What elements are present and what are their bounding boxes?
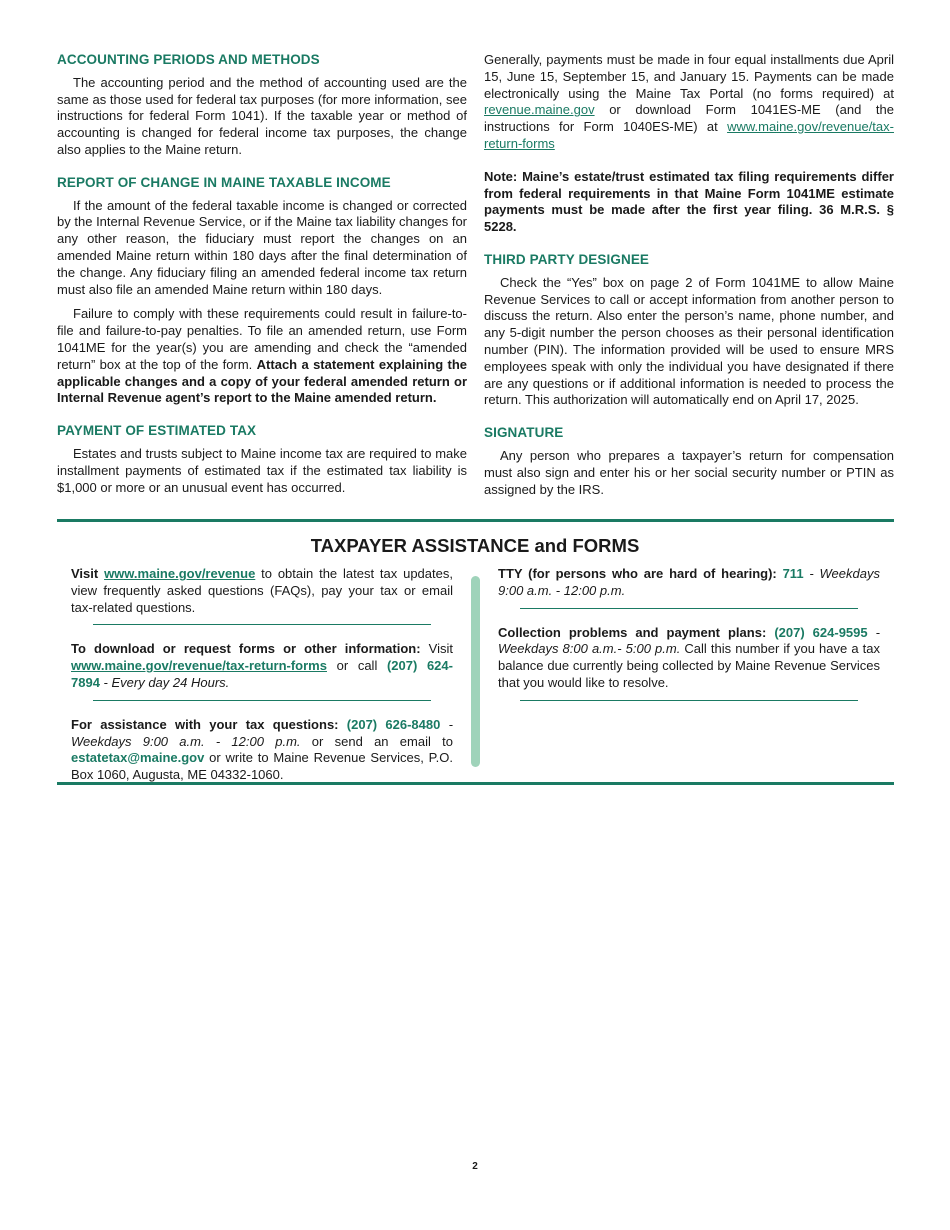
report-change-text-2-plain: Failure to comply with these requirements could result in failure-to-file and failure-to-pay penalties. To file an amended return, use Form 1041ME for the year(s) you are amending and check the “amended return” box at the top of the form.: [57, 306, 467, 372]
questions-phone: (207) 626-8480: [346, 716, 441, 732]
assistance-bottom-rule: [57, 782, 894, 785]
visit-text: to obtain the latest tax updates, view frequently asked questions (FAQs), pay your tax or email tax-related questions.: [71, 566, 453, 615]
collection-block: [498, 625, 880, 692]
revenue-portal-link[interactable]: revenue.maine.gov: [484, 102, 595, 118]
tty-number: 711: [782, 566, 804, 581]
maine-revenue-link[interactable]: www.maine.gov/revenue: [104, 566, 256, 581]
installments-text-a: Generally, payments must be made in four equal installments due April 15, June 15, September 15, and January 15. Payments can be made electronically using the Maine Tax Portal (no forms required) at: [484, 52, 894, 101]
report-change-text-2: [57, 306, 467, 407]
assistance-divider: [520, 608, 858, 609]
tax-return-forms-link[interactable]: www.maine.gov/revenue/tax-return-forms: [484, 119, 894, 151]
third-party-text: Check the “Yes” box on page 2 of Form 1041ME to allow Maine Revenue Services to call or accept information from another person to discuss the return. Also enter the person’s name, phone number, and any 5-digit number the person chooses as their personal identification number (PIN). The information provided will be used to ensure MRS employees speak with only the individual you have designated if there are any questions or if additional information is needed to process the return. This authorization will automatically end on April 17, 2025.: [484, 274, 894, 408]
download-or-call: or call: [336, 658, 378, 674]
download-block: [71, 641, 453, 691]
installments-section: [484, 52, 894, 236]
signature-section: [484, 425, 894, 498]
accounting-heading: ACCOUNTING PERIODS AND METHODS: [57, 52, 320, 67]
collection-label: Collection problems and payment plans:: [498, 624, 767, 640]
installments-text-b: or download Form 1041ES-ME (and the instructions for Form 1040ES-ME) at: [484, 102, 894, 135]
forms-hours: - Every day 24 Hours.: [103, 674, 230, 690]
collection-text: Call this number if you have a tax balance due currently being collected by Maine Revenue Services that you would like to resolve.: [498, 641, 880, 690]
page-number: 2: [472, 1161, 478, 1172]
questions-email-pre: or send an email to: [311, 733, 453, 749]
third-party-heading: THIRD PARTY DESIGNEE: [484, 251, 650, 267]
payment-estimated-section: [57, 423, 467, 496]
report-change-heading: REPORT OF CHANGE IN MAINE TAXABLE INCOME: [57, 174, 391, 190]
collection-phone: (207) 624-9595: [774, 624, 868, 640]
signature-text: Any person who prepares a taxpayer’s return for compensation must also sign and enter his or her social security number or PTIN as assigned by the IRS.: [484, 447, 894, 497]
estatetax-email-link[interactable]: estatetax@maine.gov: [71, 750, 205, 766]
third-party-section: [484, 252, 894, 409]
questions-label: For assistance with your tax questions:: [71, 716, 339, 732]
accounting-text: The accounting period and the method of accounting used are the same as those used for federal tax purposes (for more information, see instructions for federal Form 1041). If the taxable year or method of accounting is changed for federal income tax purposes, the change also applies to the Maine return.: [57, 74, 467, 157]
visit-block: [71, 566, 453, 616]
assistance-divider: [520, 700, 858, 701]
signature-heading: SIGNATURE: [484, 425, 564, 441]
assistance-divider: [93, 624, 431, 625]
tty-hours: - Weekdays 9:00 a.m. - 12:00 p.m.: [498, 566, 880, 598]
visit-label: Visit: [71, 566, 99, 581]
assistance-divider: [93, 700, 431, 701]
questions-hours: - Weekdays 9:00 a.m. - 12:00 p.m.: [71, 716, 453, 749]
installments-text: [484, 52, 894, 153]
assistance-title: TAXPAYER ASSISTANCE and FORMS: [310, 535, 640, 556]
report-change-text-1: If the amount of the federal taxable income is changed or corrected by the Internal Revenue Service, or if the Maine tax liability changes for any other reason, the fiduciary must report the changes on an amended Maine return within 180 days after the final determination of the change. Any fiduciary filing an amended federal income tax return must also file an amended Maine return within 180 days.: [57, 197, 467, 297]
payment-estimated-text: Estates and trusts subject to Maine income tax are required to make installment payments of estimated tax if the estimated tax liability is $1,000 or more or an unusual event has occurred.: [57, 445, 467, 495]
collection-hours: - Weekdays 8:00 a.m.- 5:00 p.m.: [498, 624, 880, 657]
forms-phone: (207) 624-7894: [71, 658, 453, 690]
tty-label: TTY (for persons who are hard of hearing):: [498, 566, 777, 581]
left-column: [57, 52, 467, 512]
questions-block: [71, 717, 453, 784]
download-label: To download or request forms or other information:: [71, 641, 421, 657]
report-change-section: [57, 175, 467, 407]
report-change-text-2-bold: Attach a statement explaining the applicable changes and a copy of your federal amended return or Internal Revenue agent’s report to the Maine amended return.: [57, 356, 467, 406]
assistance-right-column: [498, 566, 880, 717]
estimate-note: Note: Maine’s estate/trust estimated tax filing requirements differ from federal requirements in that Maine Form 1041ME estimate payments must be made after the first year filing. 36 M.R.S. § 5228.: [484, 168, 894, 235]
assistance-top-rule: [57, 519, 894, 522]
questions-address: or write to Maine Revenue Services, P.O. Box 1060, Augusta, ME 04332-1060.: [71, 750, 453, 783]
tty-block: [498, 566, 880, 600]
right-column: [484, 52, 894, 514]
download-visit: Visit: [428, 641, 453, 657]
forms-link[interactable]: www.maine.gov/revenue/tax-return-forms: [71, 658, 327, 674]
accounting-section: [57, 52, 467, 159]
assistance-divider-bar: [471, 576, 480, 767]
assistance-left-column: [71, 566, 453, 784]
payment-estimated-heading: PAYMENT OF ESTIMATED TAX: [57, 423, 257, 439]
